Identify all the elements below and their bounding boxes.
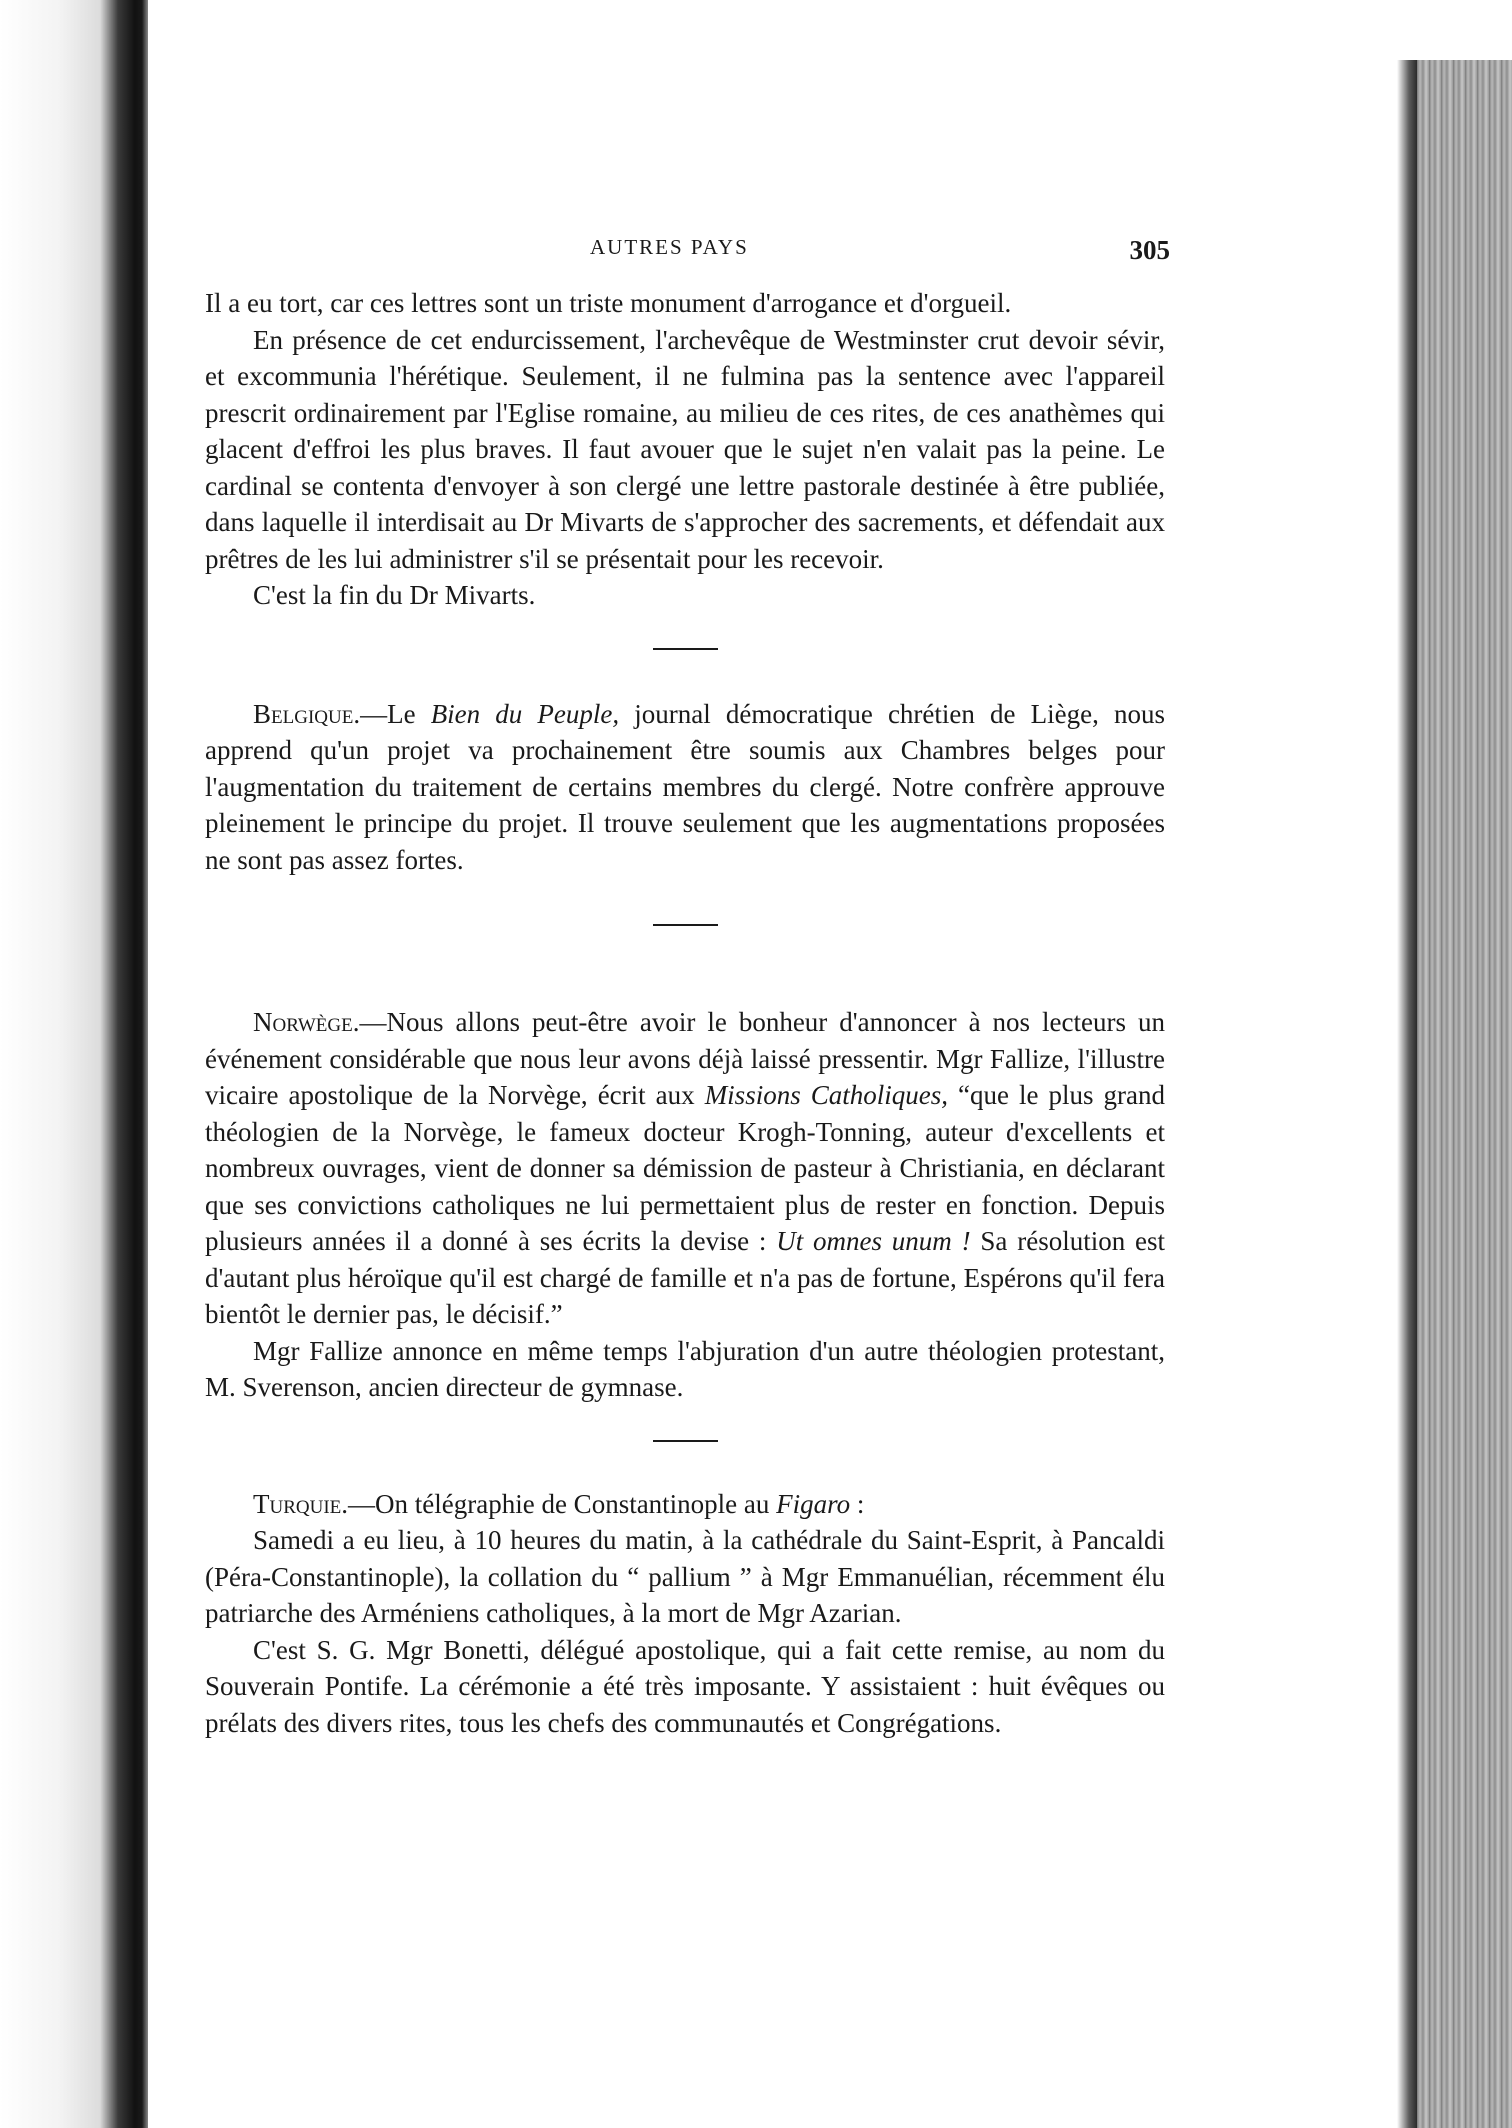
belgique-text-b: journal démocratique chrétien de Liège, nous apprend qu'un projet va prochainement être soumis aux Chambres belges pour l'augmentation du traitement de certains membres du clergé. Notre confrère approuve pleinement le principe du projet. Il trouve seulement que les augmentations proposées ne sont pas assez fortes.	[205, 698, 1165, 875]
scan-border-left	[0, 0, 148, 2128]
paragraph-mivart-3: C'est la fin du Dr Mivarts.	[253, 580, 536, 610]
norvege-motto: Ut omnes unum !	[776, 1226, 971, 1256]
scan-border-right	[1417, 60, 1512, 2128]
paragraph-turquie-3: C'est S. G. Mgr Bonetti, délégué apostolique, qui a fait cette remise, au nom du Souverain Pontife. La cérémonie a été très imposante. Y assistaient : huit évêques ou prélats des divers rites, tous les chefs des communautés et Congrégations.	[205, 1634, 1165, 1738]
paragraph-mivart-1: Il a eu tort, car ces lettres sont un triste monument d'arrogance et d'orgueil.	[205, 288, 1012, 318]
norvege-journal-title: Missions Catholiques,	[704, 1080, 948, 1110]
paragraph-belgique	[205, 696, 1165, 879]
article-body	[205, 285, 1165, 1741]
section-label-turquie: Turquie.	[253, 1488, 349, 1519]
section-label-belgique: Belgique.	[253, 698, 361, 729]
paragraph-norvege-1	[205, 1004, 1165, 1333]
page-number: 305	[1129, 235, 1170, 265]
paragraph-mivart-2: En présence de cet endurcissement, l'archevêque de Westminster crut devoir sévir, et excommunia l'hérétique. Seulement, il ne fulmina pas la sentence avec l'appareil prescrit ordinairement par l'Eglise romaine, au milieu de ces rites, de ces anathèmes qui glacent d'effroi les plus braves. Il faut avouer que le sujet n'en valait pas la peine. Le cardinal se contenta d'envoyer à son clergé une lettre pastorale destinée à être publiée, dans laquelle il interdisait au Dr Mivarts de s'approcher des sacrements, et défendait aux prêtres de les lui administrer s'il se présentait pour les recevoir.	[205, 324, 1165, 574]
turquie-text-a: —On télégraphie de Constantinople au	[348, 1488, 777, 1519]
paragraph-turquie-1	[205, 1486, 1165, 1523]
turquie-journal-title: Figaro	[776, 1488, 851, 1519]
scan-page-edge	[1397, 60, 1417, 2128]
norvege-text-b: “que le plus grand théologien de la Norvège, le fameux docteur Krogh-Tonning, auteur d'excellents et nombreux ouvrages, vient de donner sa démission de pasteur à Christiania, en déclarant que ses convictions catholiques ne lui permettaient plus de rester en fonction. Depuis plusieurs années il a donné à ses écrits la devise :	[205, 1080, 1165, 1256]
norvege-text-a: —Nous allons peut-être avoir le bonheur d'annoncer à nos lecteurs un événement considérable que nous leur avons déjà laissé pressentir. Mgr Fallize, l'illustre vicaire apostolique de la Norvège, écrit aux	[205, 1007, 1165, 1110]
scan-corner	[1397, 0, 1512, 60]
turquie-text-b: :	[850, 1488, 865, 1519]
belgique-journal-title: Bien du Peuple,	[430, 698, 620, 729]
section-label-norvege: Norwège.	[253, 1007, 360, 1037]
running-title: AUTRES PAYS	[590, 235, 749, 259]
running-head	[205, 235, 1170, 285]
belgique-text-a: —Le	[360, 698, 431, 729]
paragraph-norvege-2: Mgr Fallize annonce en même temps l'abjuration d'un autre théologien protestant, M. Sverenson, ancien directeur de gymnase.	[205, 1335, 1165, 1402]
paragraph-turquie-2: Samedi a eu lieu, à 10 heures du matin, à la cathédrale du Saint-Esprit, à Pancaldi (Péra-Constantinople), la collation du “ pallium ” à Mgr Emmanuélian, récemment élu patriarche des Arméniens catholiques, à la mort de Mgr Azarian.	[205, 1525, 1165, 1628]
norvege-text-c: Sa résolution est d'autant plus héroïque qu'il est chargé de famille et n'a pas de fortune, Espérons qu'il fera bientôt le dernier pas, le décisif.”	[205, 1226, 1166, 1329]
book-page	[205, 235, 1170, 1741]
